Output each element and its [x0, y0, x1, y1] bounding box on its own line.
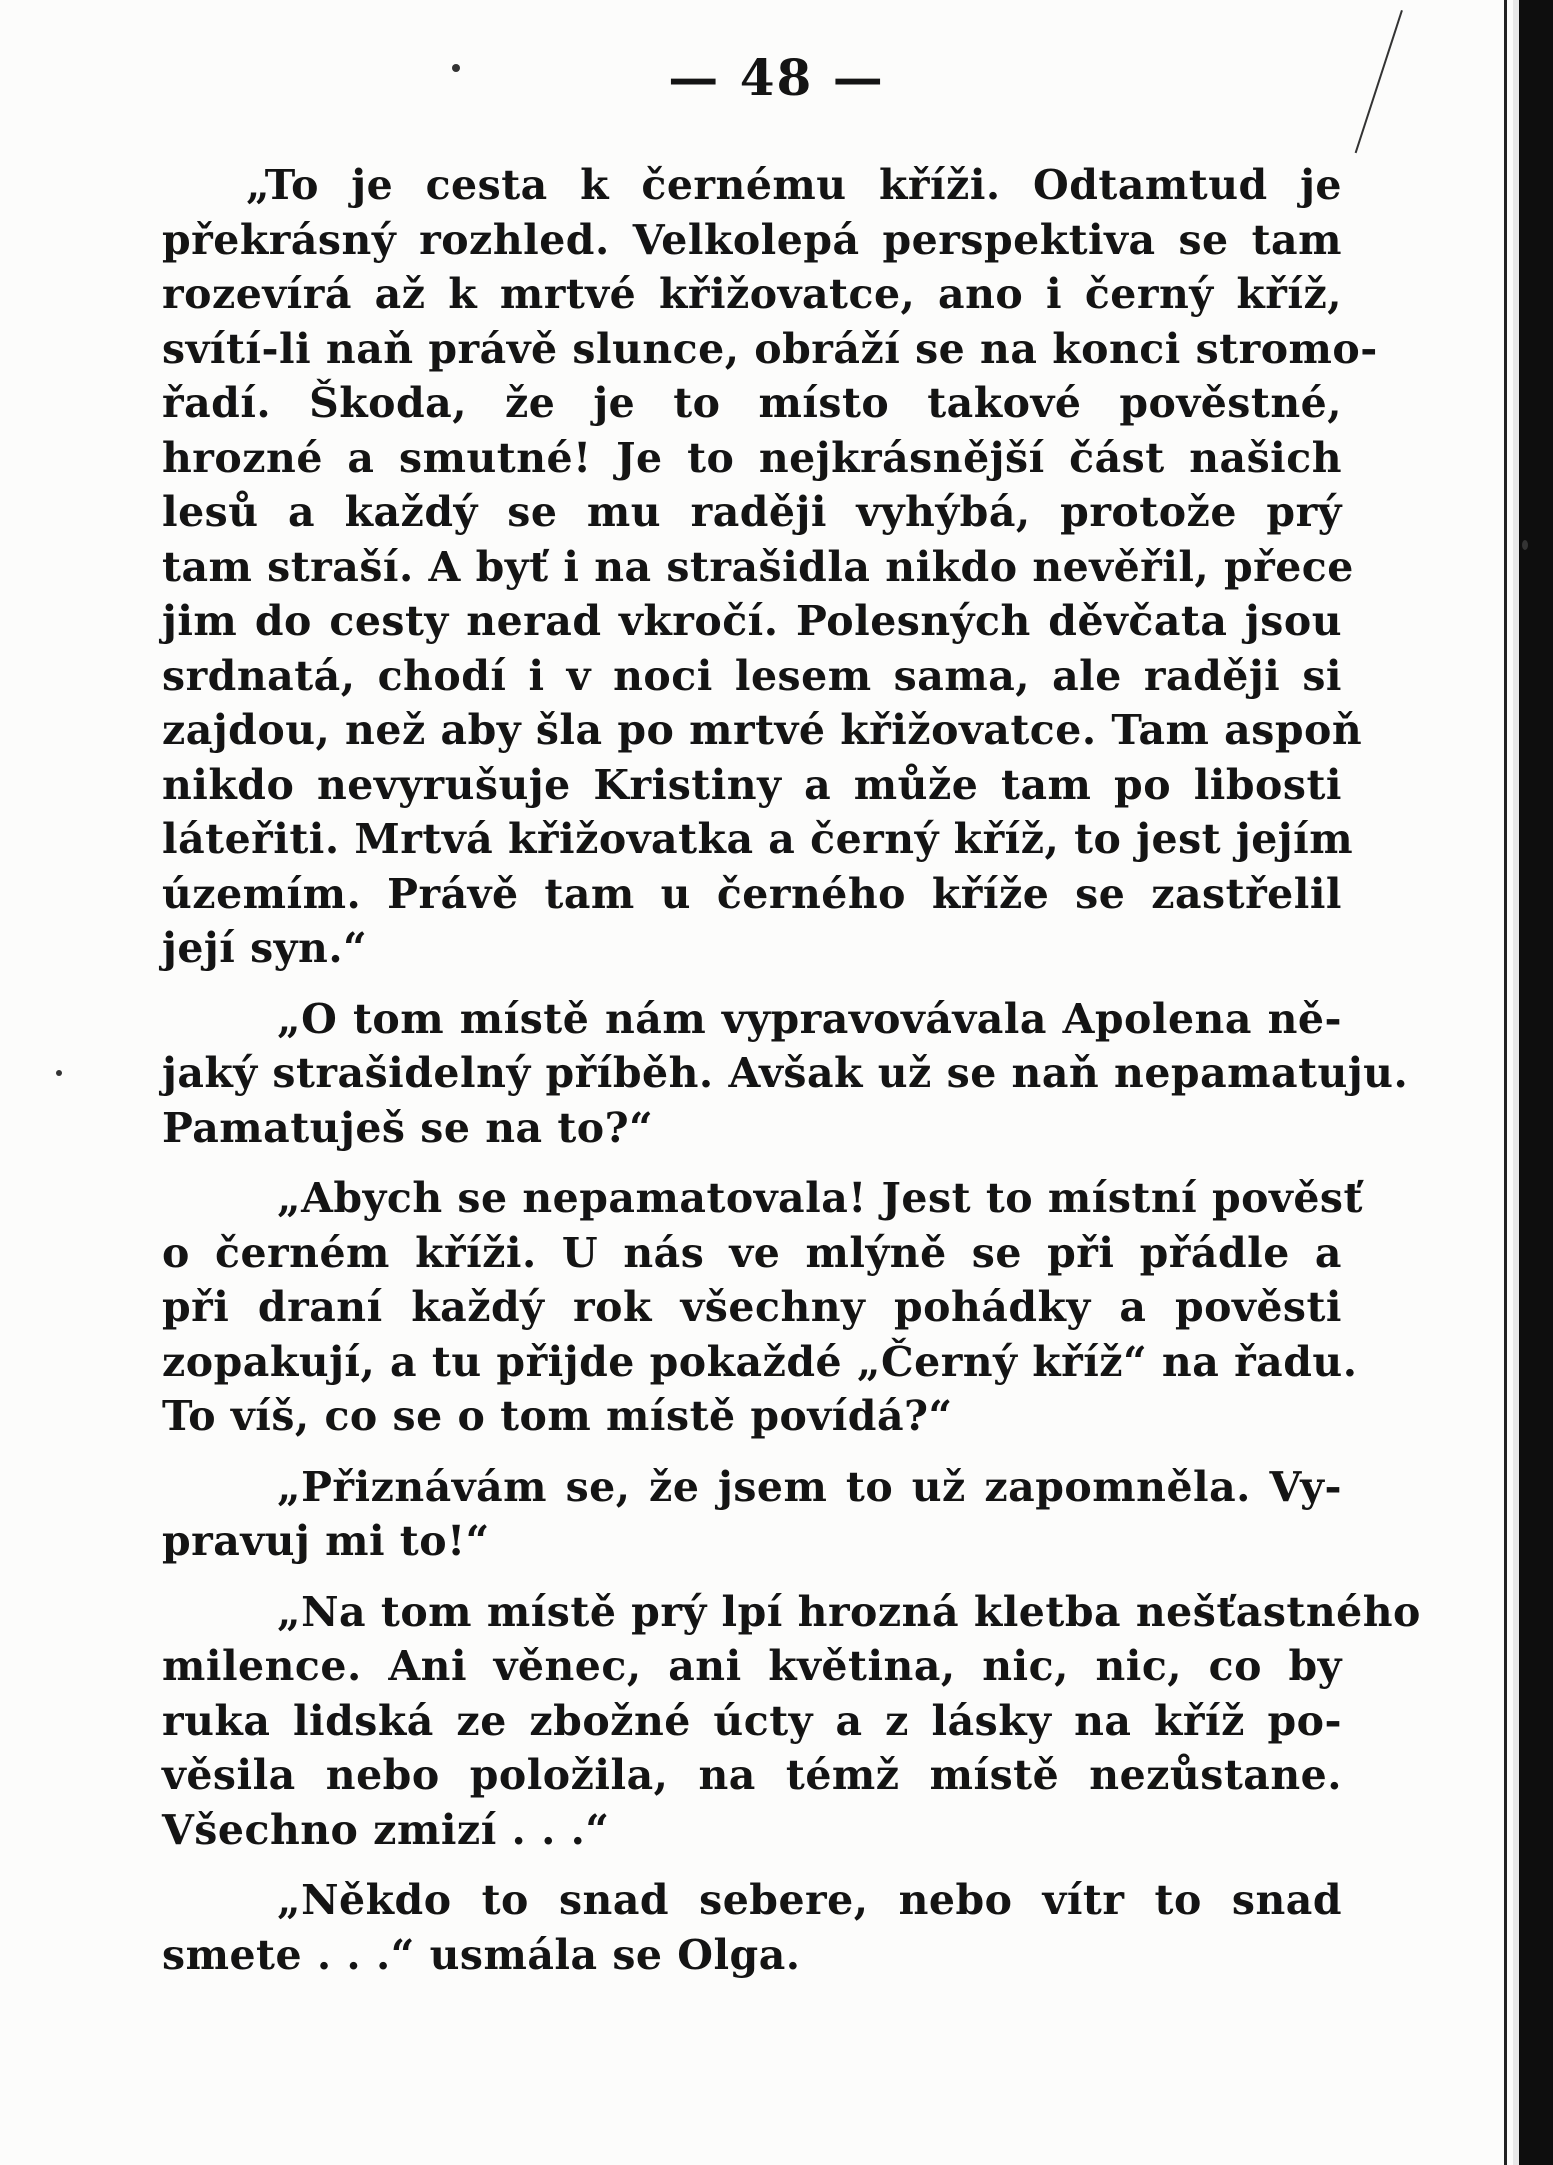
text-line: při draní každý rok všechny pohádky a pověsti	[162, 1283, 1342, 1331]
text-line: smete . . .“ usmála se Olga.	[162, 1930, 801, 1979]
text-line: o černém kříži. U nás ve mlýně se při přádle a	[162, 1228, 1342, 1277]
binding-edge-line	[1504, 0, 1507, 2165]
text-line: její syn.“	[162, 924, 368, 972]
text-line: rozevírá až k mrtvé křižovatce, ano i černý kříž,	[162, 270, 1342, 318]
text-line: „Abych se nepamatovala! Jest to místní pověsť	[277, 1174, 1363, 1222]
paragraph-gap	[162, 1444, 1342, 1460]
text-line: pravuj mi to!“	[162, 1517, 490, 1565]
paragraph	[162, 1460, 1342, 1569]
text-line: věsila nebo položila, na témž místě nezůstane.	[162, 1751, 1342, 1799]
text-line: milence. Ani věnec, ani květina, nic, nic, co by	[162, 1642, 1342, 1690]
text-line: ruka lidská ze zbožné úcty a z lásky na kříž po-	[162, 1696, 1342, 1745]
text-line: láteřiti. Mrtvá křižovatka a černý kříž, to jest jejím	[162, 815, 1354, 863]
paragraph	[162, 158, 1378, 976]
text-line: Všechno zmizí . . .“	[162, 1805, 610, 1854]
paragraph	[162, 992, 1409, 1156]
paragraph	[162, 1873, 1342, 1982]
binding-edge-shadow	[1519, 0, 1553, 2165]
text-line: tam straší. A byť i na strašidla nikdo nevěřil, přece	[162, 542, 1354, 591]
text-line: územím. Právě tam u černého kříže se zastřelil	[162, 869, 1342, 918]
text-line: řadí. Škoda, že je to místo takové pověstné,	[162, 379, 1342, 427]
scan-artifact-dot	[56, 1070, 62, 1076]
paragraph-gap	[162, 1857, 1342, 1873]
text-line: jaký strašidelný příběh. Avšak už se naň nepamatuju.	[162, 1049, 1409, 1097]
scan-artifact-dot	[1522, 540, 1528, 550]
paragraph-gap	[162, 1569, 1342, 1585]
body-text	[162, 158, 1421, 1982]
paragraph-gap	[162, 976, 1342, 992]
page-number: — 48 —	[668, 48, 885, 107]
text-line: „Přiznávám se, že jsem to už zapomněla. Vy-	[277, 1462, 1342, 1511]
text-line: „O tom místě nám vypravovávala Apolena ně-	[277, 994, 1342, 1043]
paragraph-gap	[162, 1155, 1342, 1171]
text-line: nikdo nevyrušuje Kristiny a může tam po libosti	[162, 760, 1342, 809]
text-line: zopakují, a tu přijde pokaždé „Černý kříž“ na řadu.	[162, 1337, 1358, 1386]
text-line: Pamatuješ se na to?“	[162, 1103, 654, 1152]
text-line: „Někdo to snad sebere, nebo vítr to snad	[277, 1876, 1342, 1924]
text-line: „To je cesta k černému kříži. Odtamtud je	[246, 161, 1342, 209]
text-line: lesů a každý se mu raději vyhýbá, protože prý	[162, 488, 1342, 536]
text-line: překrásný rozhled. Velkolepá perspektiva se tam	[162, 215, 1342, 264]
text-line: jim do cesty nerad vkročí. Polesných děvčata jsou	[162, 597, 1342, 645]
text-line: zajdou, než aby šla po mrtvé křižovatce. Tam aspoň	[162, 706, 1363, 754]
text-line: svítí-li naň právě slunce, obráží se na konci stromo-	[162, 324, 1378, 373]
text-line: srdnatá, chodí i v noci lesem sama, ale raději si	[162, 651, 1342, 700]
text-line: hrozné a smutné! Je to nejkrásnější část našich	[162, 433, 1342, 482]
text-line: „Na tom místě prý lpí hrozná kletba nešťastného	[277, 1587, 1421, 1636]
paragraph	[162, 1585, 1421, 1858]
paragraph	[162, 1171, 1363, 1444]
text-line: To víš, co se o tom místě povídá?“	[162, 1392, 953, 1440]
